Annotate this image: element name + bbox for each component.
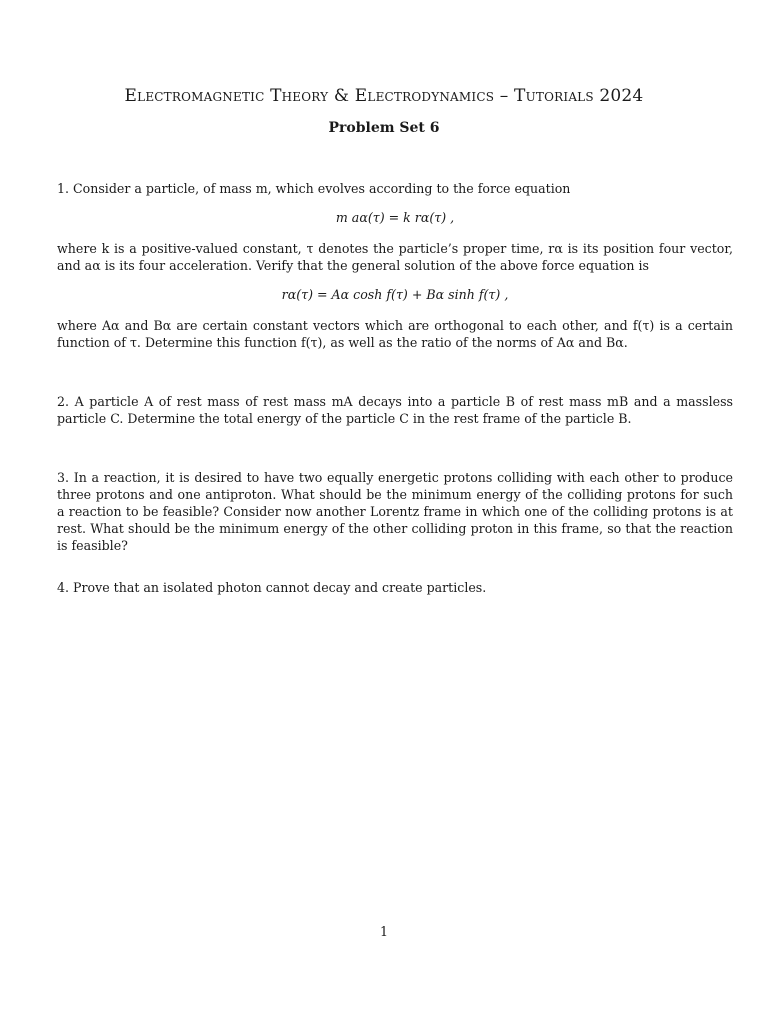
problem-1-force-equation: m aα(τ) = k rα(τ) , xyxy=(335,210,455,225)
problem-2-text: 2. A particle A of rest mass of rest mass mA decays into a particle B of rest mass mB and a massless particle C. Determine the total energy of the particle C in the rest frame of the particle B. xyxy=(57,394,733,426)
document-title: Electromagnetic Theory & Electrodynamics – Tutorials 2024 xyxy=(124,86,644,106)
problem-1-intro: 1. Consider a particle, of mass m, which evolves according to the force equation xyxy=(57,181,571,196)
problem-3-text: 3. In a reaction, it is desired to have two equally energetic protons colliding with each other to produce three protons and one antiproton. What should be the minimum energy of the colliding protons for such a reaction to be feasible? Consider now another Lorentz frame in which one of the colliding protons is at rest. What should be the minimum energy of the other colliding proton in this frame, so that the reaction is feasible? xyxy=(57,470,733,553)
page-number: 1 xyxy=(379,924,388,939)
problem-1-middle-text: where k is a positive-valued constant, τ denotes the particle’s proper time, rα is its position four vector, and aα is its four acceleration. Verify that the general solution of the above force equation is xyxy=(57,241,733,273)
problem-1-end-text: where Aα and Bα are certain constant vectors which are orthogonal to each other, and f(τ) is a certain function of τ. Determine this function f(τ), as well as the ratio of the norms of Aα and Bα. xyxy=(57,318,733,350)
problem-4-text: 4. Prove that an isolated photon cannot decay and create particles. xyxy=(57,580,487,595)
problem-1-solution-equation: rα(τ) = Aα cosh f(τ) + Bα sinh f(τ) , xyxy=(281,287,509,302)
problem-set-heading: Problem Set 6 xyxy=(328,120,440,136)
